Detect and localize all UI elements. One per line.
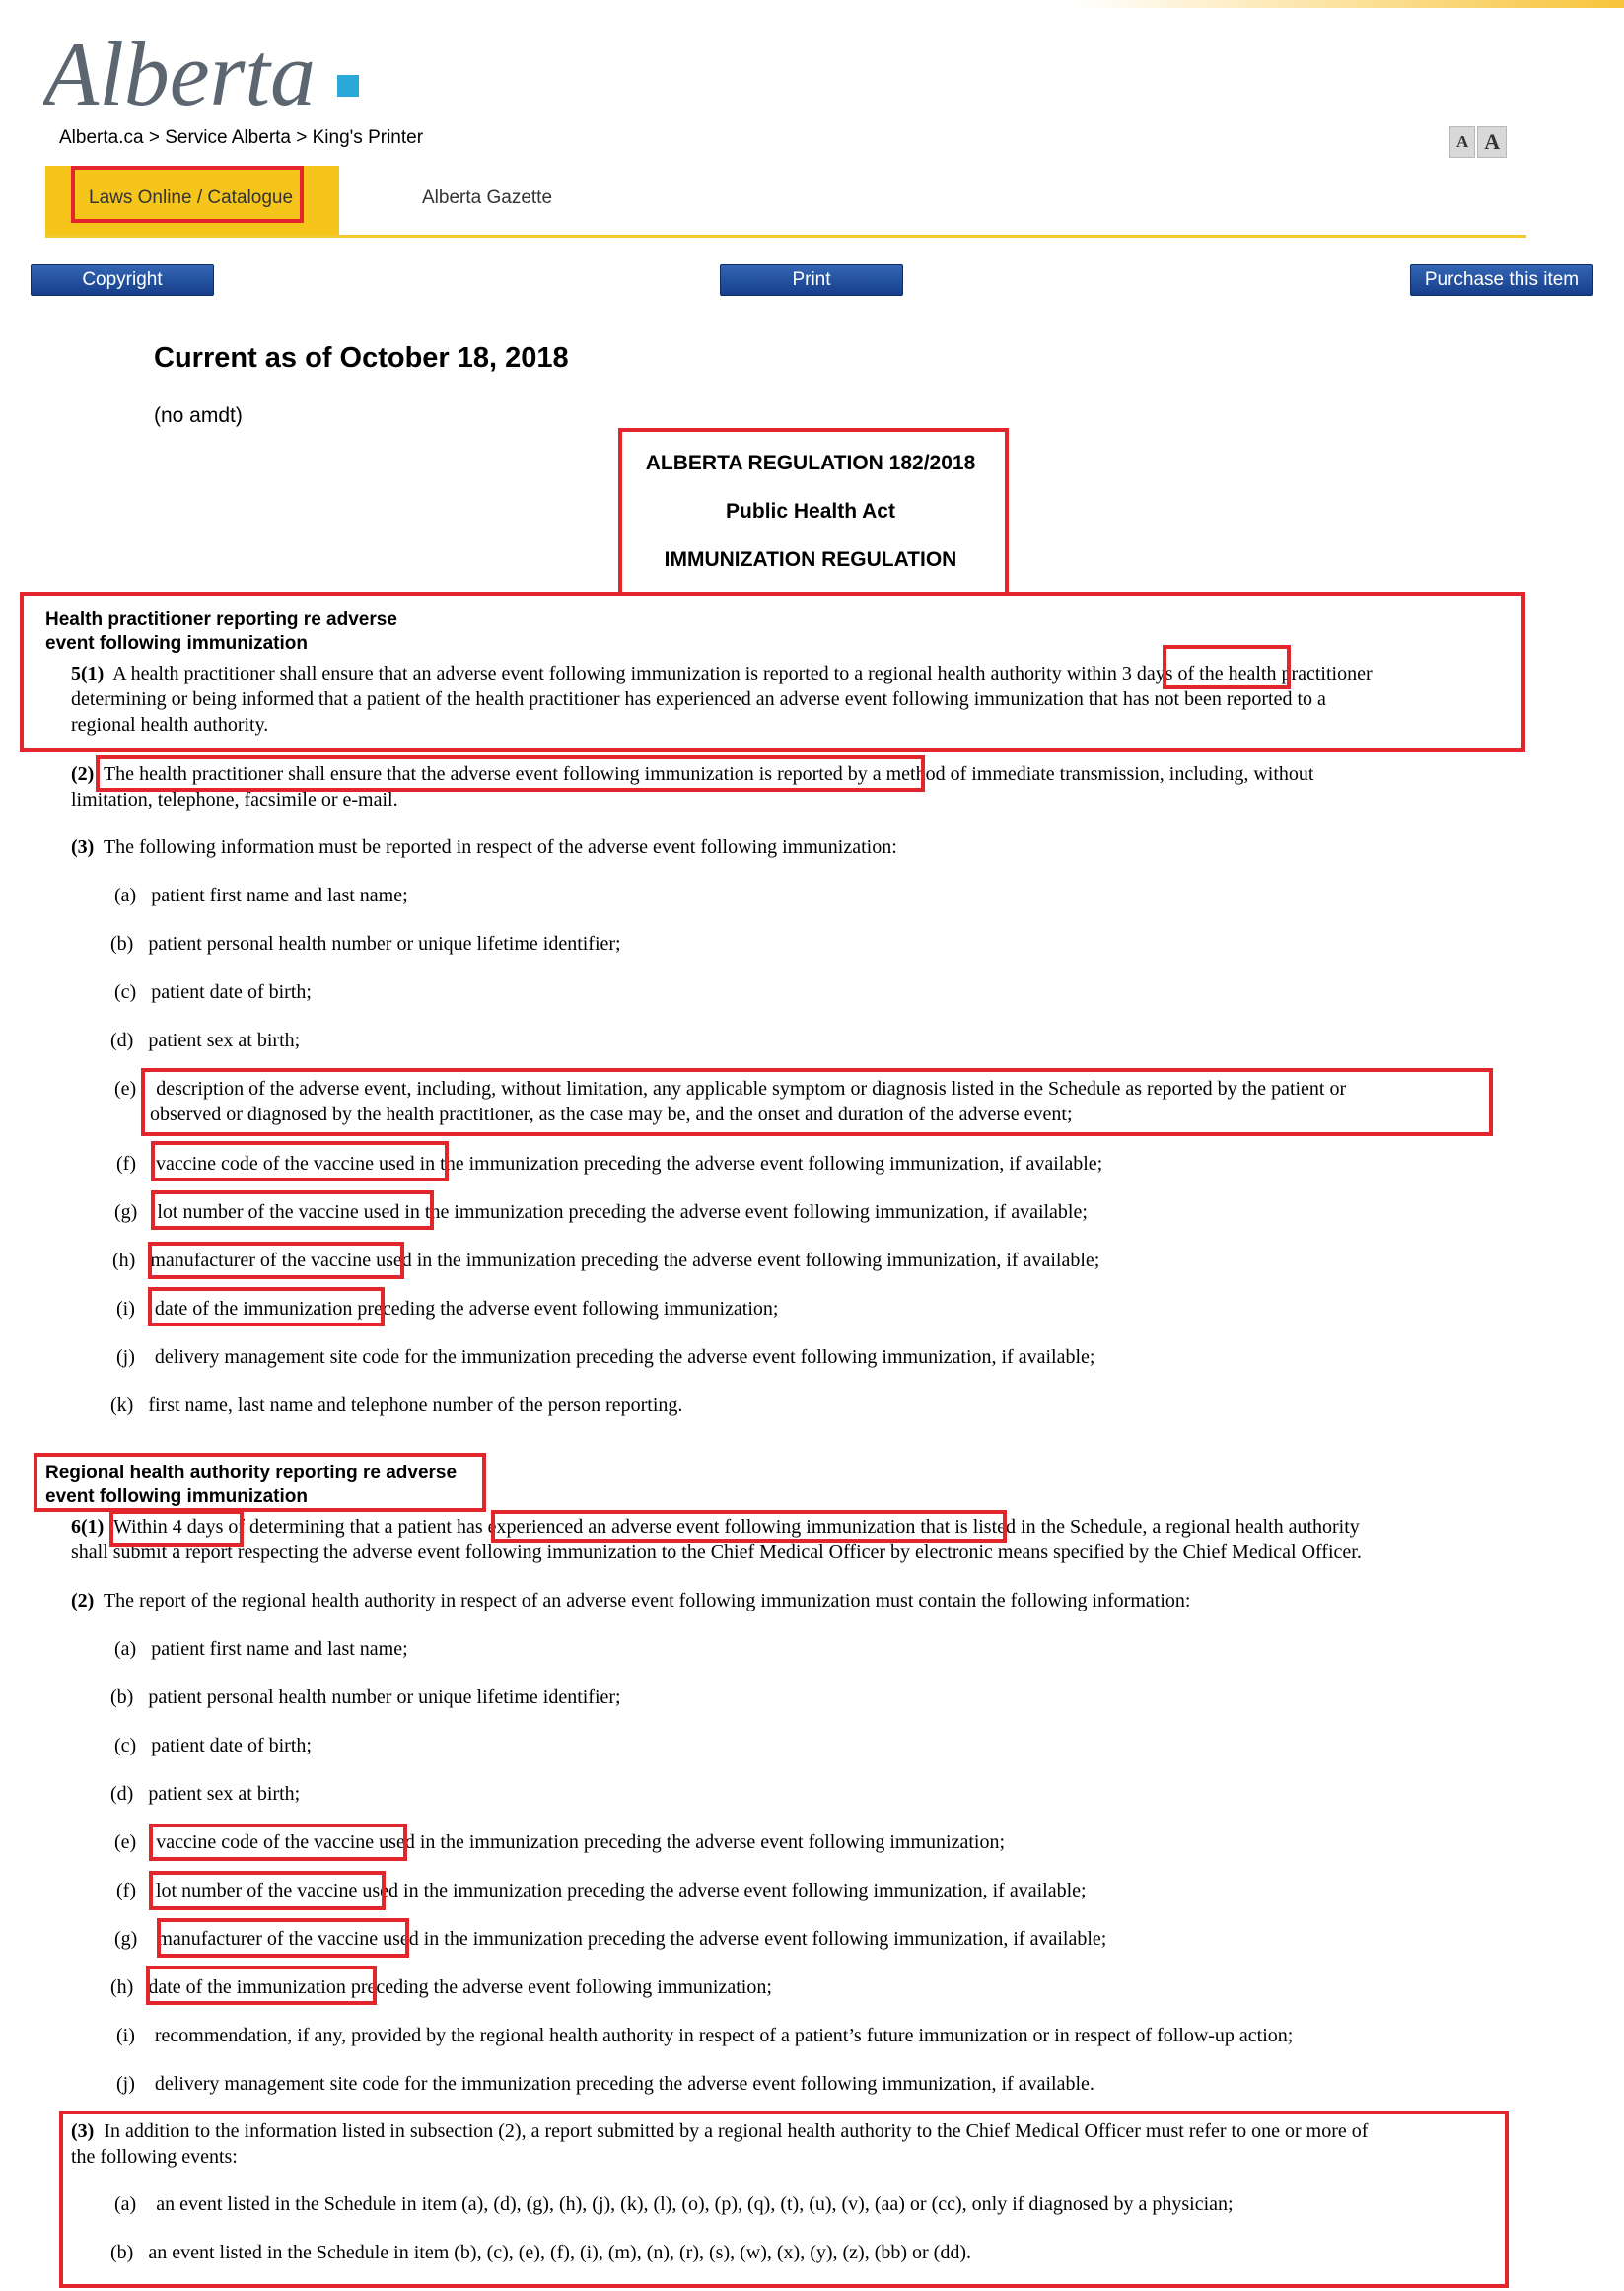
tab-alberta-gazette[interactable]: Alberta Gazette (422, 187, 553, 208)
list-item: (d) patient sex at birth; (110, 1030, 301, 1051)
regulation-title: IMMUNIZATION REGULATION (664, 548, 957, 571)
highlight-box (96, 755, 925, 792)
section-6-heading-line1: Regional health authority reporting re adverse (45, 1463, 458, 1483)
section-6-2 (71, 1588, 1190, 1613)
current-as-of: Current as of October 18, 2018 (154, 342, 569, 374)
list-item: (b) patient personal health number or unique lifetime identifier; (110, 1686, 621, 1708)
list-item: (a) an event listed in the Schedule in item (a), (d), (g), (h), (j), (k), (l), (o), (p), (q), (t), (u), (v), (aa) or (cc), only if diagnosed by a physician; (114, 2193, 1234, 2215)
top-accent-strip (1072, 0, 1624, 8)
section-6-1-text: Within 4 days of determining that a patient has experienced an adverse event following immunization that is listed in the Schedule, a regional health authority (112, 1516, 1360, 1538)
highlight-box (141, 1068, 1493, 1136)
section-5-2-number: (2) (71, 763, 95, 785)
act-name: Public Health Act (726, 500, 895, 523)
section-5-heading-line1: Health practitioner reporting re adverse (45, 609, 397, 630)
highlight-box (149, 1871, 386, 1910)
list-item: (e) description of the adverse event, including, without limitation, any applicable symptom or diagnosis listed in the Schedule as reported by the patient or (114, 1078, 1347, 1100)
list-item: (h) manufacturer of the vaccine used in the immunization preceding the adverse event following immunization, if available; (112, 1250, 1100, 1271)
section-6-2-text: The report of the regional health authority in respect of an adverse event following immunization must contain the following information: (103, 1590, 1191, 1611)
section-6-heading-line2: event following immunization (45, 1486, 308, 1507)
highlight-box (157, 1918, 409, 1958)
list-item: (k) first name, last name and telephone number of the person reporting. (110, 1395, 683, 1416)
highlight-box (146, 1966, 377, 2005)
list-item: (i) recommendation, if any, provided by the regional health authority in respect of a patient’s future immunization or in respect of follow-up action; (116, 2025, 1294, 2046)
section-6-3-line2: the following events: (71, 2146, 238, 2168)
list-item: (g) manufacturer of the vaccine used in the immunization preceding the adverse event following immunization, if available; (114, 1928, 1107, 1950)
section-6-1-number: 6(1) (71, 1516, 105, 1538)
font-decrease-button[interactable]: A (1449, 126, 1475, 158)
section-5-3 (71, 834, 897, 860)
alberta-logo[interactable] (43, 24, 379, 122)
font-size-controls[interactable] (1449, 126, 1507, 158)
list-item: (c) patient date of birth; (114, 1735, 312, 1756)
section-6-2-number: (2) (71, 1590, 95, 1611)
list-item: (g) lot number of the vaccine used in the immunization preceding the adverse event following immunization, if available; (114, 1201, 1088, 1223)
section-5-2-line2: limitation, telephone, facsimile or e-mail. (71, 789, 398, 811)
list-item: (c) patient date of birth; (114, 981, 312, 1003)
list-item: (f) vaccine code of the vaccine used in the immunization preceding the adverse event following immunization, if available; (116, 1153, 1103, 1175)
section-5-heading-line2: event following immunization (45, 633, 308, 654)
highlight-box (148, 1287, 385, 1326)
print-button[interactable]: Print (720, 264, 903, 296)
section-6-3-number: (3) (71, 2120, 95, 2142)
font-increase-button[interactable]: A (1477, 126, 1507, 158)
section-5-1-number: 5(1) (71, 663, 105, 684)
list-item: (h) date of the immunization preceding the adverse event following immunization; (110, 1976, 772, 1998)
breadcrumb[interactable]: Alberta.ca > Service Alberta > King's Printer (59, 127, 424, 148)
section-5-2-text: The health practitioner shall ensure that the adverse event following immunization is reported by a method of immediate transmission, including, without (103, 763, 1314, 785)
highlight-box (151, 1141, 449, 1181)
section-5-3-text: The following information must be reported in respect of the adverse event following immunization: (103, 836, 897, 858)
highlight-box (20, 592, 1525, 752)
highlight-box (148, 1242, 404, 1279)
highlight-box (491, 1510, 1007, 1543)
amendment-note: (no amdt) (154, 404, 243, 427)
section-5-1-line2: determining or being informed that a patient of the health practitioner has experienced an adverse event following immunization that has not been reported to a (71, 688, 1326, 710)
list-item: (j) delivery management site code for the immunization preceding the adverse event following immunization, if available; (116, 1346, 1095, 1368)
list-item: (b) an event listed in the Schedule in item (b), (c), (e), (f), (i), (m), (n), (r), (s), (w), (x), (y), (z), (bb) or (dd). (110, 2242, 972, 2263)
list-item-continuation: observed or diagnosed by the health practitioner, as the case may be, and the onset and duration of the adverse event; (150, 1104, 1073, 1125)
list-item: (a) patient first name and last name; (114, 885, 408, 906)
list-item: (b) patient personal health number or unique lifetime identifier; (110, 933, 621, 955)
highlight-box (151, 1190, 434, 1230)
list-item: (f) lot number of the vaccine used in the immunization preceding the adverse event following immunization, if available; (116, 1880, 1087, 1901)
section-5-1-line3: regional health authority. (71, 714, 269, 736)
copyright-button[interactable]: Copyright (31, 264, 214, 296)
svg-text:Alberta: Alberta (43, 24, 316, 122)
tab-laws-label: Laws Online / Catalogue (89, 187, 294, 208)
section-6-1-line2: shall submit a report respecting the adverse event following immunization to the Chief Medical Officer by electronic means specified by the Chief Medical Officer. (71, 1541, 1362, 1563)
list-item: (a) patient first name and last name; (114, 1638, 408, 1660)
highlight-box (71, 166, 304, 223)
list-item: (d) patient sex at birth; (110, 1783, 301, 1805)
highlight-box (1163, 645, 1291, 689)
regulation-number: ALBERTA REGULATION 182/2018 (645, 452, 976, 474)
highlight-box (59, 2111, 1509, 2288)
section-5-1-text: A health practitioner shall ensure that an adverse event following immunization is reported to a regional health authority within 3 days of the health practitioner (112, 663, 1373, 684)
list-item: (j) delivery management site code for the immunization preceding the adverse event following immunization, if available. (116, 2073, 1094, 2095)
list-item: (i) date of the immunization preceding the adverse event following immunization; (116, 1298, 779, 1320)
list-item: (e) vaccine code of the vaccine used in the immunization preceding the adverse event following immunization; (114, 1831, 1006, 1853)
highlight-box (618, 428, 1009, 596)
highlight-box (34, 1453, 486, 1512)
section-5-3-number: (3) (71, 836, 95, 858)
purchase-button[interactable]: Purchase this item (1410, 264, 1593, 296)
highlight-box (109, 1510, 244, 1547)
highlight-box (149, 1824, 407, 1861)
section-6-3-text: In addition to the information listed in subsection (2), a report submitted by a regional health authority to the Chief Medical Officer must refer to one or more of (104, 2120, 1369, 2142)
